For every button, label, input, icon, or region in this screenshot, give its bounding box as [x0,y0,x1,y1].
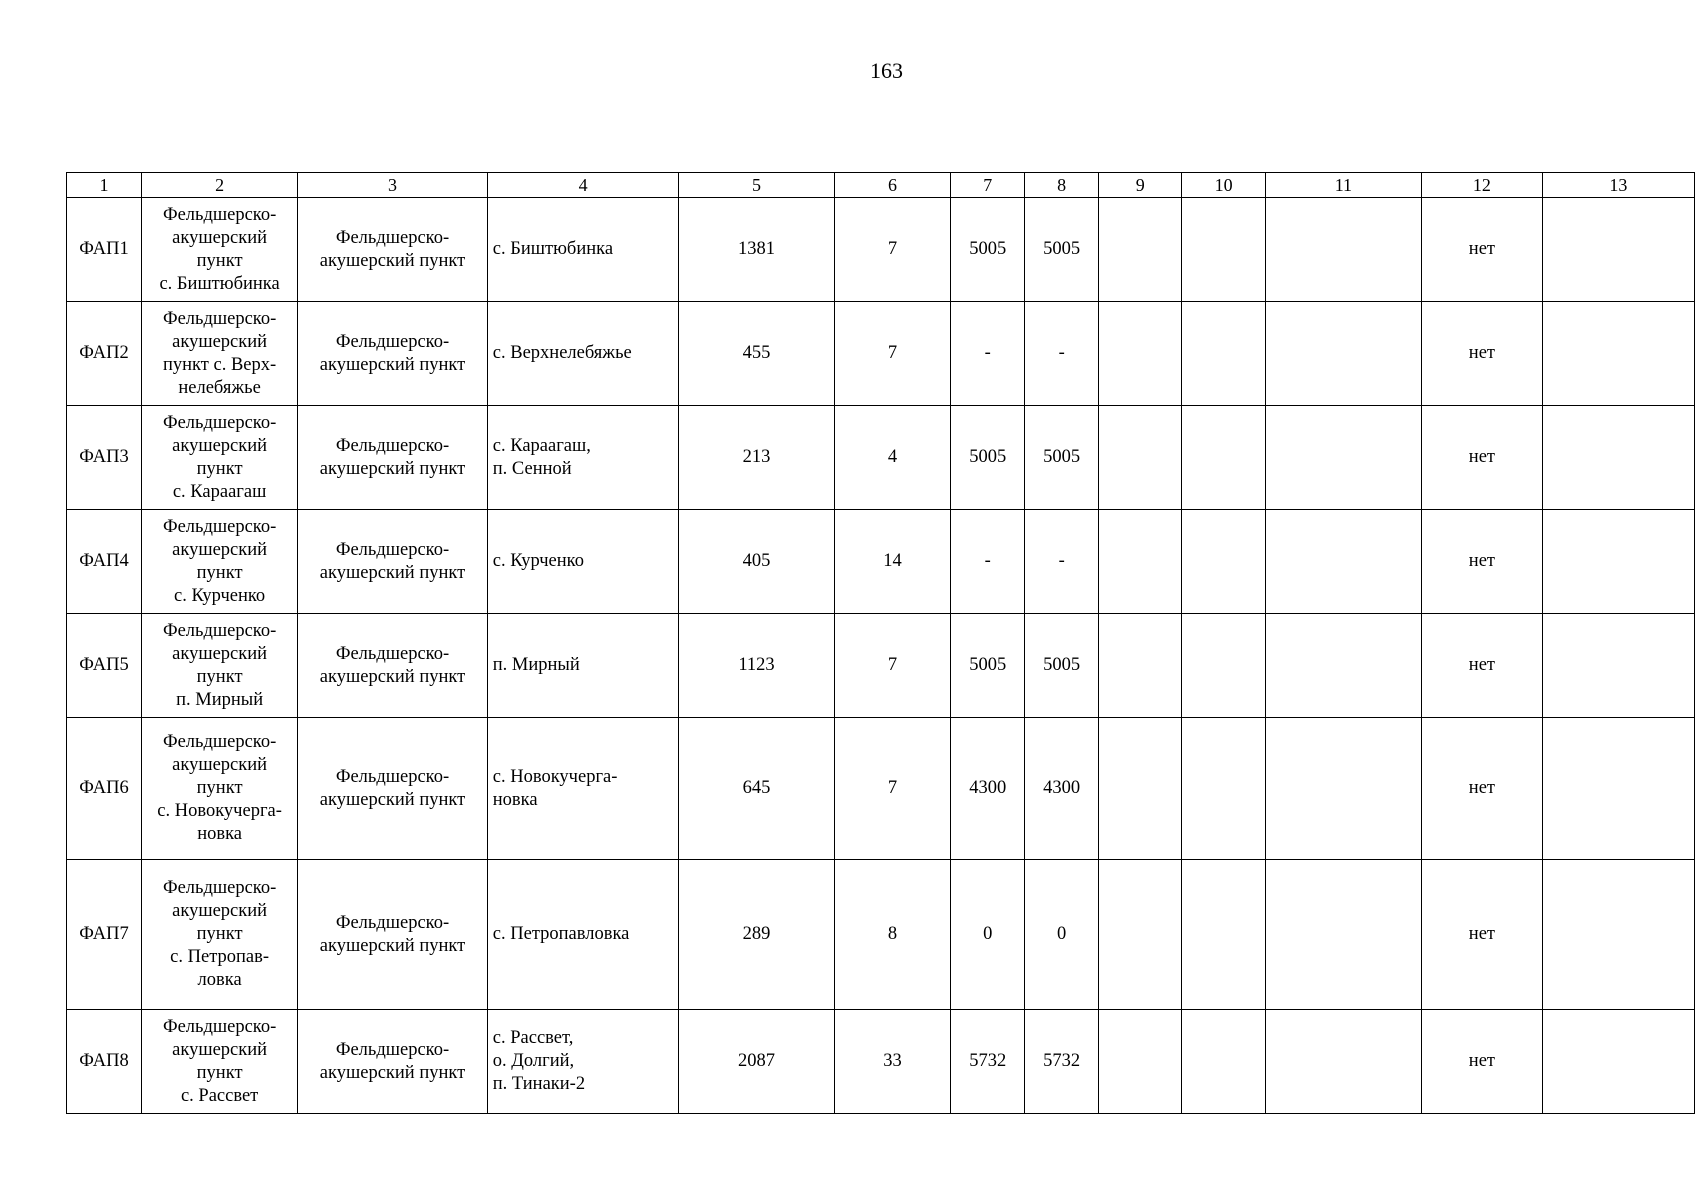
col5-cell: 645 [679,718,834,860]
header-cell: 3 [298,173,488,198]
facility-name-cell-line: пункт [196,250,243,271]
location-cell [487,1010,679,1114]
header-cell: 6 [834,173,951,198]
col5-cell: 1123 [679,614,834,718]
col13-cell [1542,860,1694,1010]
location-cell-line: п. Тинаки-2 [492,1074,586,1094]
header-cell: 10 [1182,173,1265,198]
facility-code-cell: ФАП1 [67,198,142,302]
facility-type-cell-line: акушерский пункт [319,458,466,479]
location-cell-line: с. Рассвет, [492,1028,574,1048]
table-row [67,510,1695,614]
col11-cell [1265,860,1421,1010]
facility-name-cell-line: Фельдшерско- [162,878,277,898]
header-cell: 7 [951,173,1025,198]
facility-code-cell: ФАП2 [67,302,142,406]
header-cell: 8 [1025,173,1099,198]
facility-type-cell [298,510,488,614]
facility-type-cell [298,718,488,860]
col6-cell: 7 [834,718,951,860]
location-cell [487,718,679,860]
table-row [67,860,1695,1010]
facility-name-cell-line: акушерский [172,435,268,456]
location-cell-line: с. Курченко [492,551,584,571]
col5-cell: 289 [679,860,834,1010]
facility-type-cell-line: акушерский пункт [319,562,466,583]
location-cell [487,614,679,718]
facility-name-cell-line: Фельдшерско- [162,308,277,329]
facility-code-cell: ФАП5 [67,614,142,718]
col12-cell: нет [1422,1010,1543,1114]
col11-cell [1265,302,1421,406]
col7-cell: 0 [951,860,1025,1010]
facilities-table [66,172,1695,1114]
facility-name-cell-line: пункт [196,562,243,583]
facility-name-cell [141,718,297,860]
location-cell-line: новка [492,789,538,810]
facility-name-cell [141,510,297,614]
facility-name-cell-line: пункт [196,778,243,798]
col10-cell [1182,406,1265,510]
facility-name-cell-line: нелебяжье [178,377,261,398]
facility-name-cell-line: акушерский [172,755,268,775]
col13-cell [1542,614,1694,718]
col10-cell [1182,718,1265,860]
facility-name-cell-line: с. Караагаш [172,481,267,502]
header-cell: 13 [1542,173,1694,198]
facility-name-cell [141,302,297,406]
col8-cell: 4300 [1025,718,1099,860]
location-cell-line: с. Караагаш, [492,435,591,456]
col10-cell [1182,1010,1265,1114]
facility-name-cell [141,406,297,510]
header-cell: 9 [1099,173,1182,198]
facility-type-cell [298,302,488,406]
facility-code-cell: ФАП3 [67,406,142,510]
col10-cell [1182,614,1265,718]
facility-type-cell [298,1010,488,1114]
facility-name-cell [141,198,297,302]
col12-cell: нет [1422,614,1543,718]
location-cell [487,302,679,406]
col7-cell: 4300 [951,718,1025,860]
facility-type-cell-line: Фельдшерско- [335,766,450,787]
col5-cell: 455 [679,302,834,406]
col8-cell: 5005 [1025,614,1099,718]
header-cell: 12 [1422,173,1543,198]
table-row [67,198,1695,302]
facility-type-cell [298,860,488,1010]
location-cell [487,510,679,614]
facility-code-cell: ФАП8 [67,1010,142,1114]
facility-name-cell-line: ловка [197,970,242,990]
col5-cell: 1381 [679,198,834,302]
facility-name-cell-line: с. Новокучерга- [157,801,282,821]
location-cell-line: о. Долгий, [492,1051,575,1071]
facility-name-cell-line: Фельдшерско- [162,1016,277,1037]
col12-cell: нет [1422,406,1543,510]
col10-cell [1182,302,1265,406]
col11-cell [1265,1010,1421,1114]
table-row [67,302,1695,406]
facility-name-cell-line: пункт [196,666,243,687]
facility-type-cell [298,406,488,510]
facility-type-cell-line: акушерский пункт [319,250,466,271]
header-cell: 4 [487,173,679,198]
col9-cell [1099,718,1182,860]
col9-cell [1099,1010,1182,1114]
facility-name-cell-line: акушерский [172,331,268,352]
col7-cell: 5005 [951,406,1025,510]
facility-name-cell-line: новка [197,824,242,844]
facility-name-cell [141,1010,297,1114]
location-cell-line: с. Петропавловка [492,924,630,944]
facility-name-cell-line: пункт [196,924,243,944]
facility-name-cell-line: п. Мирный [176,689,264,710]
col13-cell [1542,1010,1694,1114]
facility-name-cell-line: с. Рассвет [180,1085,259,1106]
col13-cell [1542,302,1694,406]
col7-cell: - [951,510,1025,614]
col12-cell: нет [1422,510,1543,614]
facility-name-cell-line: с. Биштюбинка [159,273,280,294]
col10-cell [1182,860,1265,1010]
col12-cell: нет [1422,860,1543,1010]
col9-cell [1099,510,1182,614]
col6-cell: 8 [834,860,951,1010]
col5-cell: 213 [679,406,834,510]
facility-name-cell-line: акушерский [172,901,268,921]
facility-name-cell-line: пункт с. Верх- [163,354,277,375]
col11-cell [1265,198,1421,302]
col11-cell [1265,614,1421,718]
location-cell [487,198,679,302]
col6-cell: 14 [834,510,951,614]
col13-cell [1542,510,1694,614]
facility-type-cell-line: акушерский пункт [319,1062,466,1083]
facility-code-cell: ФАП4 [67,510,142,614]
facility-type-cell-line: Фельдшерско- [335,435,450,456]
col6-cell: 7 [834,614,951,718]
col10-cell [1182,198,1265,302]
facility-name-cell-line: Фельдшерско- [162,516,277,537]
col8-cell: - [1025,302,1099,406]
facility-type-cell-line: Фельдшерско- [335,643,450,664]
col9-cell [1099,860,1182,1010]
col11-cell [1265,406,1421,510]
location-cell [487,860,679,1010]
facility-type-cell-line: Фельдшерско- [335,331,450,352]
facility-name-cell-line: акушерский [172,227,268,248]
col7-cell: 5005 [951,614,1025,718]
facility-type-cell-line: акушерский пункт [319,354,466,375]
facility-name-cell-line: с. Курченко [174,585,266,606]
header-cell: 11 [1265,173,1421,198]
col7-cell: 5732 [951,1010,1025,1114]
col8-cell: 5005 [1025,198,1099,302]
header-cell: 2 [141,173,297,198]
col13-cell [1542,718,1694,860]
facility-name-cell [141,614,297,718]
col9-cell [1099,406,1182,510]
facility-name-cell-line: с. Петропав- [170,947,270,967]
location-cell-line: п. Мирный [492,655,580,675]
facility-name-cell [141,860,297,1010]
page-number: 163 [870,58,903,83]
col11-cell [1265,718,1421,860]
col12-cell: нет [1422,302,1543,406]
col7-cell: 5005 [951,198,1025,302]
header-cell: 1 [67,173,142,198]
col6-cell: 7 [834,198,951,302]
col10-cell [1182,510,1265,614]
col6-cell: 4 [834,406,951,510]
col6-cell: 7 [834,302,951,406]
col6-cell: 33 [834,1010,951,1114]
facility-type-cell-line: Фельдшерско- [335,539,450,560]
col7-cell: - [951,302,1025,406]
facility-name-cell-line: пункт [196,1062,243,1083]
facility-name-cell-line: акушерский [172,643,268,664]
col13-cell [1542,406,1694,510]
col5-cell: 405 [679,510,834,614]
facility-name-cell-line: акушерский [172,539,268,560]
header-row [67,173,1695,198]
table-row [67,614,1695,718]
facility-name-cell-line: акушерский [172,1039,268,1060]
facility-type-cell-line: акушерский пункт [319,789,466,810]
header-cell: 5 [679,173,834,198]
col8-cell: 5732 [1025,1010,1099,1114]
location-cell-line: с. Биштюбинка [492,239,614,259]
facility-type-cell-line: Фельдшерско- [335,227,450,248]
col12-cell: нет [1422,198,1543,302]
facility-type-cell-line: Фельдшерско- [335,1039,450,1060]
facility-code-cell: ФАП6 [67,718,142,860]
facility-type-cell [298,198,488,302]
table-row [67,1010,1695,1114]
col11-cell [1265,510,1421,614]
col9-cell [1099,198,1182,302]
facility-name-cell-line: Фельдшерско- [162,204,277,225]
location-cell-line: п. Сенной [492,458,572,479]
facility-type-cell [298,614,488,718]
col9-cell [1099,614,1182,718]
col8-cell: - [1025,510,1099,614]
col8-cell: 0 [1025,860,1099,1010]
table-row [67,718,1695,860]
facility-type-cell-line: Фельдшерско- [335,912,450,933]
facility-name-cell-line: Фельдшерско- [162,732,277,752]
location-cell-line: с. Верхнелебяжье [492,343,632,363]
facility-type-cell-line: акушерский пункт [319,666,466,687]
table-row [67,406,1695,510]
col12-cell: нет [1422,718,1543,860]
col9-cell [1099,302,1182,406]
col13-cell [1542,198,1694,302]
facility-type-cell-line: акушерский пункт [319,935,466,956]
facility-name-cell-line: Фельдшерско- [162,412,277,433]
col5-cell: 2087 [679,1010,834,1114]
facility-code-cell: ФАП7 [67,860,142,1010]
facility-name-cell-line: Фельдшерско- [162,620,277,641]
location-cell-line: с. Новокучерга- [492,766,618,787]
facility-name-cell-line: пункт [196,458,243,479]
col8-cell: 5005 [1025,406,1099,510]
location-cell [487,406,679,510]
